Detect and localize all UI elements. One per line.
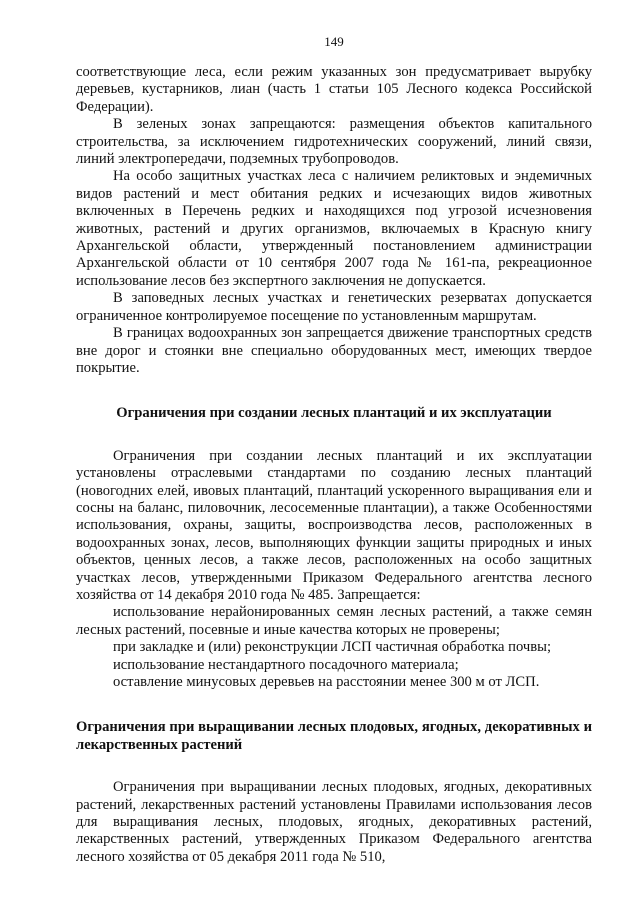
paragraph-plantations: Ограничения при создании лесных плантаций и их эксплуатации установлены отраслевыми стандартами по созданию лесных плантаций (новогодних елей, ивовых плантаций, плантаций ускоренного выращивания ели и сосны на баланс, пиловочник, лесосеменные плантации), а также Особенностями использования, охраны, защиты, воспроизводства лесов, расположенных в водоохранных зонах, лесов, выполняющих функции защиты природных и иных объектов, ценных лесов, а также лесов, расположенных на особо защитных участках лесов, утвержденными Приказом Федерального агентства лесного хозяйства от 14 декабря 2010 года № 485. Запрещается: — [76, 447, 592, 603]
paragraph-cultivation: Ограничения при выращивании лесных плодовых, ягодных, декоративных растений, лекарственных растений установлены Правилами использования лесов для выращивания лесных, плодовых, ягодных, декоративных растений, лекарственных растений, утвержденных Приказом Федерального агентства лесного хозяйства от 05 декабря 2011 года № 510, — [76, 779, 592, 865]
list-item: оставление минусовых деревьев на расстоянии менее 300 м от ЛСП. — [113, 674, 540, 690]
page-number: 149 — [324, 34, 344, 49]
paragraph-green-zones: В зеленых зонах запрещаются: размещения объектов капитального строительства, за исключением гидротехнических сооружений, линий связи, линий электропередачи, подземных трубопроводов. — [76, 116, 592, 168]
list-item: при закладке и (или) реконструкции ЛСП частичная обработка почвы; — [113, 639, 552, 656]
paragraph-water-protection: В границах водоохранных зон запрещается движение транспортных средств вне дорог и стоянки вне специально оборудованных мест, имеющих твердое покрытие. — [76, 325, 592, 376]
paragraph-protected-areas: На особо защитных участках леса с наличием реликтовых и эндемичных видов растений и мест обитания редких и исчезающих видов животных включенных в Перечень редких и находящихся под угрозой исчезновения животных, растений и других организмов, включаемых в Красную книгу Архангельской области, утвержденный постановлением администрации Архангельской области от 10 сентября 2007 года № 161-па, рекреационное использование лесов без экспертного заключения не допускается. — [76, 168, 592, 289]
paragraph-reserved-areas: В заповедных лесных участках и генетических резерватах допускается ограниченное контролируемое посещение по установленным маршрутам. — [76, 290, 592, 324]
section-heading-cultivation: Ограничения при выращивании лесных плодовых, ягодных, декоративных и лекарственных растений — [76, 719, 592, 753]
list-item: использование нерайонированных семян лесных растений, а также семян лесных растений, посевные и иные качества которых не проверены; — [76, 604, 592, 638]
document-page — [76, 34, 592, 866]
list-item: использование нестандартного посадочного материала; — [113, 656, 459, 673]
section-heading-plantations: Ограничения при создании лесных плантаций и их эксплуатации — [116, 405, 552, 422]
paragraph-continuation: соответствующие леса, если режим указанных зон предусматривает вырубку деревьев, кустарников, лиан (часть 1 статьи 105 Лесного кодекса Российской Федерации). — [76, 64, 592, 115]
